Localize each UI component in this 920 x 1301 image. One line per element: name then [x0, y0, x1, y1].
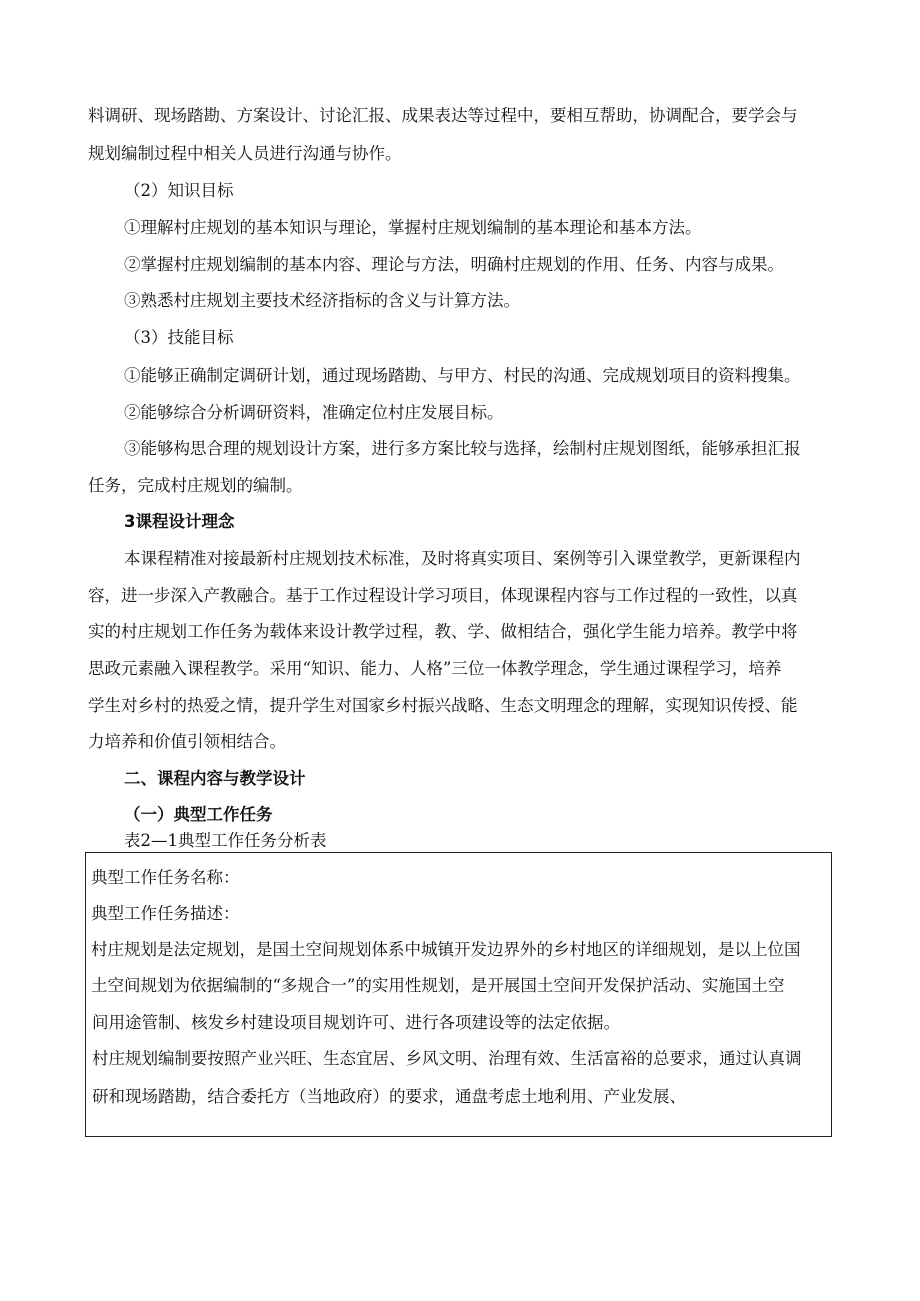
body-line: 容，进一步深入产教融合。基于工作过程设计学习项目，体现课程内容与工作过程的一致性，以真	[88, 586, 798, 605]
body-line: 本课程精准对接最新村庄规划技术标准，及时将真实项目、案例等引入课堂教学，更新课程内	[124, 549, 801, 568]
list-item: ②能够综合分析调研资料，准确定位村庄发展目标。	[124, 403, 504, 422]
list-item: ①理解村庄规划的基本知识与理论，掌握村庄规划编制的基本理论和基本方法。	[124, 218, 702, 237]
body-line: 实的村庄规划工作任务为载体来设计教学过程，教、学、做相结合，强化学生能力培养。教学中将	[88, 622, 798, 641]
task-analysis-table-frame	[85, 852, 832, 1137]
subsection-heading: （一）典型工作任务	[124, 805, 273, 824]
task-name-label: 典型工作任务名称：	[91, 868, 240, 887]
chapter-heading: 二、课程内容与教学设计	[124, 769, 306, 788]
list-item-continuation: 任务，完成村庄规划的编制。	[88, 476, 303, 495]
body-line: 料调研、现场踏勘、方案设计、讨论汇报、成果表达等过程中，要相互帮助，协调配合，要学会与	[88, 106, 798, 125]
list-item: ①能够正确制定调研计划，通过现场踏勘、与甲方、村民的沟通、完成规划项目的资料搜集。	[124, 366, 801, 385]
task-description-label: 典型工作任务描述：	[91, 904, 240, 923]
task-description-line: 间用途管制、核发乡村建设项目规划许可、进行各项建设等的法定依据。	[92, 1013, 620, 1032]
list-item: ③熟悉村庄规划主要技术经济指标的含义与计算方法。	[124, 291, 520, 310]
task-description-line: 村庄规划编制要按照产业兴旺、生态宜居、乡风文明、治理有效、生活富裕的总要求，通过认真调	[92, 1049, 802, 1068]
section-heading-knowledge: （2）知识目标	[124, 181, 234, 200]
body-line: 思政元素融入课程教学。采用“知识、能力、人格”三位一体教学理念，学生通过课程学习，培养	[88, 659, 782, 678]
task-description-line: 研和现场踏勘，结合委托方（当地政府）的要求，通盘考虑土地利用、产业发展、	[92, 1087, 686, 1106]
task-description-line: 土空间规划为依据编制的“多规合一”的实用性规划，是开展国土空间开发保护活动、实施国土空	[91, 976, 785, 995]
body-line: 力培养和价值引领相结合。	[88, 732, 286, 751]
table-caption: 表2—1典型工作任务分析表	[124, 831, 327, 850]
list-item: ②掌握村庄规划编制的基本内容、理论与方法，明确村庄规划的作用、任务、内容与成果。	[124, 255, 784, 274]
task-description-line: 村庄规划是法定规划，是国土空间规划体系中城镇开发边界外的乡村地区的详细规划，是以上位国	[91, 940, 801, 959]
list-item: ③能够构思合理的规划设计方案，进行多方案比较与选择，绘制村庄规划图纸，能够承担汇报	[124, 439, 801, 458]
body-line: 规划编制过程中相关人员进行沟通与协作。	[88, 144, 402, 163]
body-line: 学生对乡村的热爱之情，提升学生对国家乡村振兴战略、生态文明理念的理解，实现知识传授、能	[88, 696, 798, 715]
section-heading-design-concept: 3课程设计理念	[124, 512, 235, 531]
section-heading-skill: （3）技能目标	[124, 328, 234, 347]
